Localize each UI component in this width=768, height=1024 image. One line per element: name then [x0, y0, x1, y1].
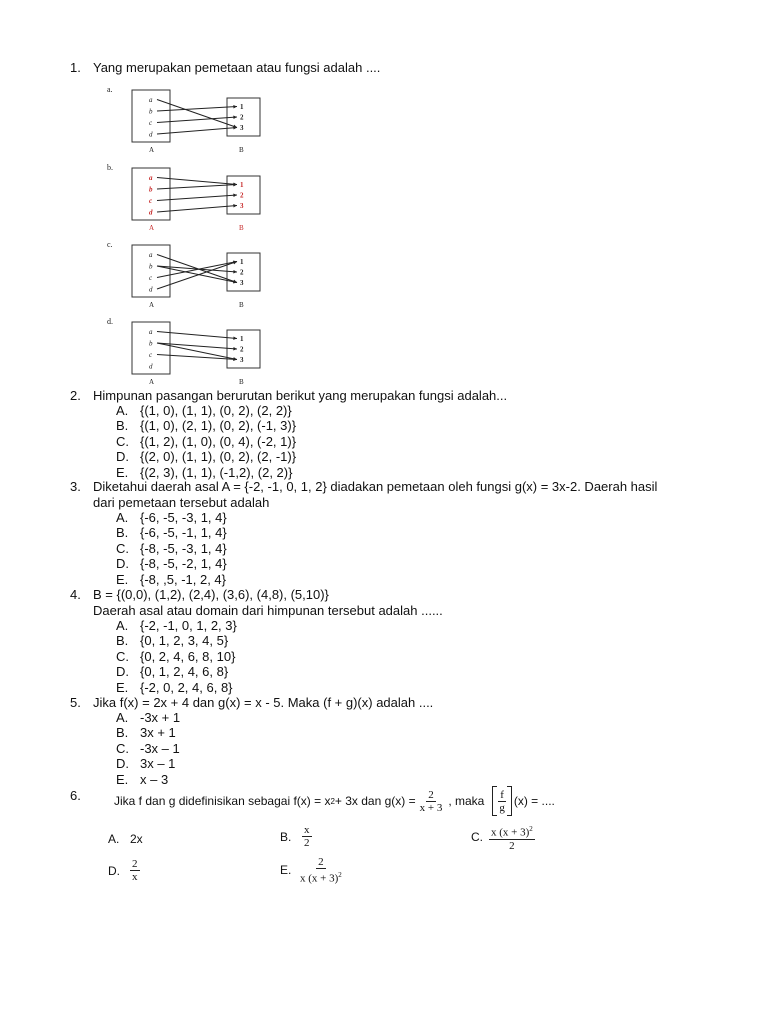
- domain-element: a: [149, 174, 153, 182]
- q6-stem-pre: Jika f dan g didefinisikan sebagai f(x) = x: [114, 794, 331, 808]
- domain-element: d: [149, 130, 153, 139]
- arrow-head: [233, 105, 237, 108]
- diagram-label: b.: [107, 163, 113, 172]
- set-a-label: A: [149, 378, 155, 386]
- q6-option-d: D. $\frac{2}{x}$: [108, 858, 138, 883]
- diagram-a: [106, 84, 306, 156]
- mapping-arrow: [157, 117, 237, 123]
- domain-element: b: [149, 185, 153, 194]
- arrow-head: [233, 347, 237, 350]
- codomain-element: 3: [240, 124, 244, 132]
- codomain-element: 1: [240, 258, 244, 266]
- q4-number: 4.: [70, 587, 81, 602]
- domain-element: b: [149, 107, 153, 116]
- set-b-label: B: [239, 224, 244, 232]
- codomain-element: 1: [240, 103, 244, 111]
- q3-option-a: A. {-6, -5, -3, 1, 4}: [116, 510, 227, 525]
- domain-element: d: [149, 208, 153, 217]
- codomain-element: 1: [240, 181, 244, 189]
- q1-number: 1.: [70, 60, 81, 75]
- q4-option-c: C. {0, 2, 4, 6, 8, 10}: [116, 648, 236, 664]
- domain-element: c: [149, 274, 153, 282]
- domain-element: a: [149, 251, 153, 259]
- domain-element: a: [149, 96, 153, 104]
- codomain-element: 3: [240, 356, 244, 364]
- q6-stem-maka: , maka: [448, 794, 485, 808]
- q5-option-b: B. 3x + 1: [116, 725, 176, 741]
- domain-element: a: [149, 328, 153, 336]
- arrow-head: [233, 270, 237, 273]
- q2-options: [116, 403, 296, 480]
- mapping-arrow: [157, 195, 237, 201]
- codomain-element: 1: [240, 335, 244, 343]
- q6-option-e: E. $\frac{2}{x (x + 3)^2}$: [280, 856, 342, 885]
- q4-option-e: E. {-2, 0, 2, 4, 6, 8}: [116, 679, 233, 695]
- q3-option-d: D. {-8, -5, -2, 1, 4}: [116, 556, 227, 572]
- q4-text-line1: B = {(0,0), (1,2), (2,4), (3,6), (4,8), (5,10)}: [93, 587, 329, 602]
- q5-option-c: C. -3x – 1: [116, 740, 180, 756]
- codomain-element: 3: [240, 279, 244, 287]
- diagram-label: c.: [107, 240, 113, 249]
- q6-g-fraction: $\frac{2}{x + 3}$: [419, 788, 443, 814]
- domain-element: c: [149, 197, 153, 205]
- domain-element: b: [149, 262, 153, 271]
- set-a-label: A: [149, 146, 155, 154]
- q5-text: Jika f(x) = 2x + 4 dan g(x) = x - 5. Maka (f + g)(x) adalah ....: [93, 695, 434, 710]
- arrow-head: [233, 261, 237, 264]
- set-a-label: A: [149, 301, 155, 309]
- domain-element: d: [149, 285, 153, 294]
- mapping-arrow: [157, 206, 237, 213]
- q3-text-line1: Diketahui daerah asal A = {-2, -1, 0, 1, 2} diadakan pemetaan oleh fungsi g(x) = 3x-2. Daerah hasil: [93, 479, 658, 494]
- q6-stem-sup: 2: [330, 796, 335, 806]
- q6-option-d-fraction: $\frac{2}{x}$: [132, 858, 138, 883]
- diagram-d: [106, 316, 306, 388]
- q3-text-line2: dari pemetaan tersebut adalah: [93, 495, 270, 510]
- codomain-element: 2: [240, 113, 244, 122]
- q5-option-a: A. -3x + 1: [116, 710, 181, 725]
- q4-option-a: A. {-2, -1, 0, 1, 2, 3}: [116, 618, 237, 633]
- q4-text-line2: Daerah asal atau domain dari himpunan tersebut adalah ......: [93, 603, 443, 618]
- q2-number: 2.: [70, 388, 81, 403]
- q1-text: Yang merupakan pemetaan atau fungsi adalah ....: [93, 60, 381, 75]
- q6-option-b: B. $\frac{x}{2}$: [280, 824, 310, 849]
- diagram-label: d.: [107, 317, 113, 326]
- domain-element: d: [149, 362, 153, 371]
- diagram-c: [106, 239, 306, 311]
- q2-option-d: D. {(2, 0), (1, 1), (0, 2), (2, -1)}: [116, 449, 297, 465]
- q6-option-a: A. 2x: [108, 832, 143, 846]
- q2-text: Himpunan pasangan berurutan berikut yang merupakan fungsi adalah...: [93, 388, 508, 403]
- q2-option-b: B. {(1, 0), (2, 1), (0, 2), (-1, 3)}: [116, 418, 297, 434]
- codomain-element: 2: [240, 345, 244, 354]
- q4-options: [116, 618, 237, 695]
- q2-option-c: C. {(1, 2), (1, 0), (0, 4), (-2, 1)}: [116, 433, 297, 449]
- set-b-label: B: [239, 146, 244, 154]
- q4-text: [93, 587, 443, 619]
- q4-option-b: B. {0, 1, 2, 3, 4, 5}: [116, 633, 229, 649]
- q3-option-b: B. {-6, -5, -1, 1, 4}: [116, 525, 227, 541]
- mapping-arrow: [157, 128, 237, 135]
- q6-option-b-fraction: $\frac{x}{2}$: [304, 824, 310, 849]
- q4-option-d: D. {0, 1, 2, 4, 6, 8}: [116, 664, 229, 680]
- diagram-label: a.: [107, 85, 113, 94]
- q6-fg-fraction: $\frac{f}{g}$: [499, 788, 505, 814]
- q6-option-c: C. $\frac{x (x + 3)^2}{2}$: [471, 825, 533, 852]
- q2-option-e: E. {(2, 3), (1, 1), (-1,2), (2, 2)}: [116, 464, 293, 480]
- q6-option-c-fraction: $\frac{x (x + 3)^2}{2}$: [491, 825, 533, 852]
- q3-text: [93, 479, 657, 511]
- domain-element: c: [149, 119, 153, 127]
- q3-option-c: C. {-8, -5, -3, 1, 4}: [116, 540, 227, 556]
- q5-option-d: D. 3x – 1: [116, 756, 176, 772]
- diagram-b: [106, 162, 306, 234]
- arrow-head: [233, 358, 237, 361]
- domain-element: b: [149, 339, 153, 348]
- domain-element: c: [149, 351, 153, 359]
- set-b-label: B: [239, 301, 244, 309]
- mapping-arrow: [157, 107, 237, 112]
- codomain-element: 2: [240, 191, 244, 200]
- mapping-arrow: [157, 343, 237, 349]
- q6-stem-end: (x) = ....: [513, 794, 555, 808]
- q6-fg-bracket: [492, 786, 512, 816]
- arrow-head: [233, 194, 237, 197]
- q5-options: [116, 710, 180, 787]
- mapping-arrow: [157, 100, 237, 128]
- q6-number: 6.: [70, 788, 81, 803]
- q3-option-e: E. {-8, ,5, -1, 2, 4}: [116, 571, 226, 587]
- q2-option-a: A. {(1, 0), (1, 1), (0, 2), (2, 2)}: [116, 403, 292, 418]
- mapping-arrow: [157, 178, 237, 185]
- arrow-head: [233, 336, 237, 339]
- codomain-element: 2: [240, 268, 244, 277]
- mapping-arrow: [157, 332, 237, 339]
- q3-number: 3.: [70, 479, 81, 494]
- q3-options: [116, 510, 227, 587]
- set-a-label: A: [149, 224, 155, 232]
- codomain-element: 3: [240, 202, 244, 210]
- q6-stem: [114, 786, 555, 816]
- q6-option-e-fraction: $\frac{2}{x (x + 3)^2}$: [300, 856, 342, 885]
- q6-stem-mid: + 3x dan g(x) =: [334, 794, 416, 808]
- arrow-head: [233, 204, 237, 207]
- q5-number: 5.: [70, 695, 81, 710]
- mapping-arrow: [157, 185, 237, 190]
- set-b-label: B: [239, 378, 244, 386]
- q5-option-e: E. x – 3: [116, 771, 169, 787]
- arrow-head: [233, 116, 237, 119]
